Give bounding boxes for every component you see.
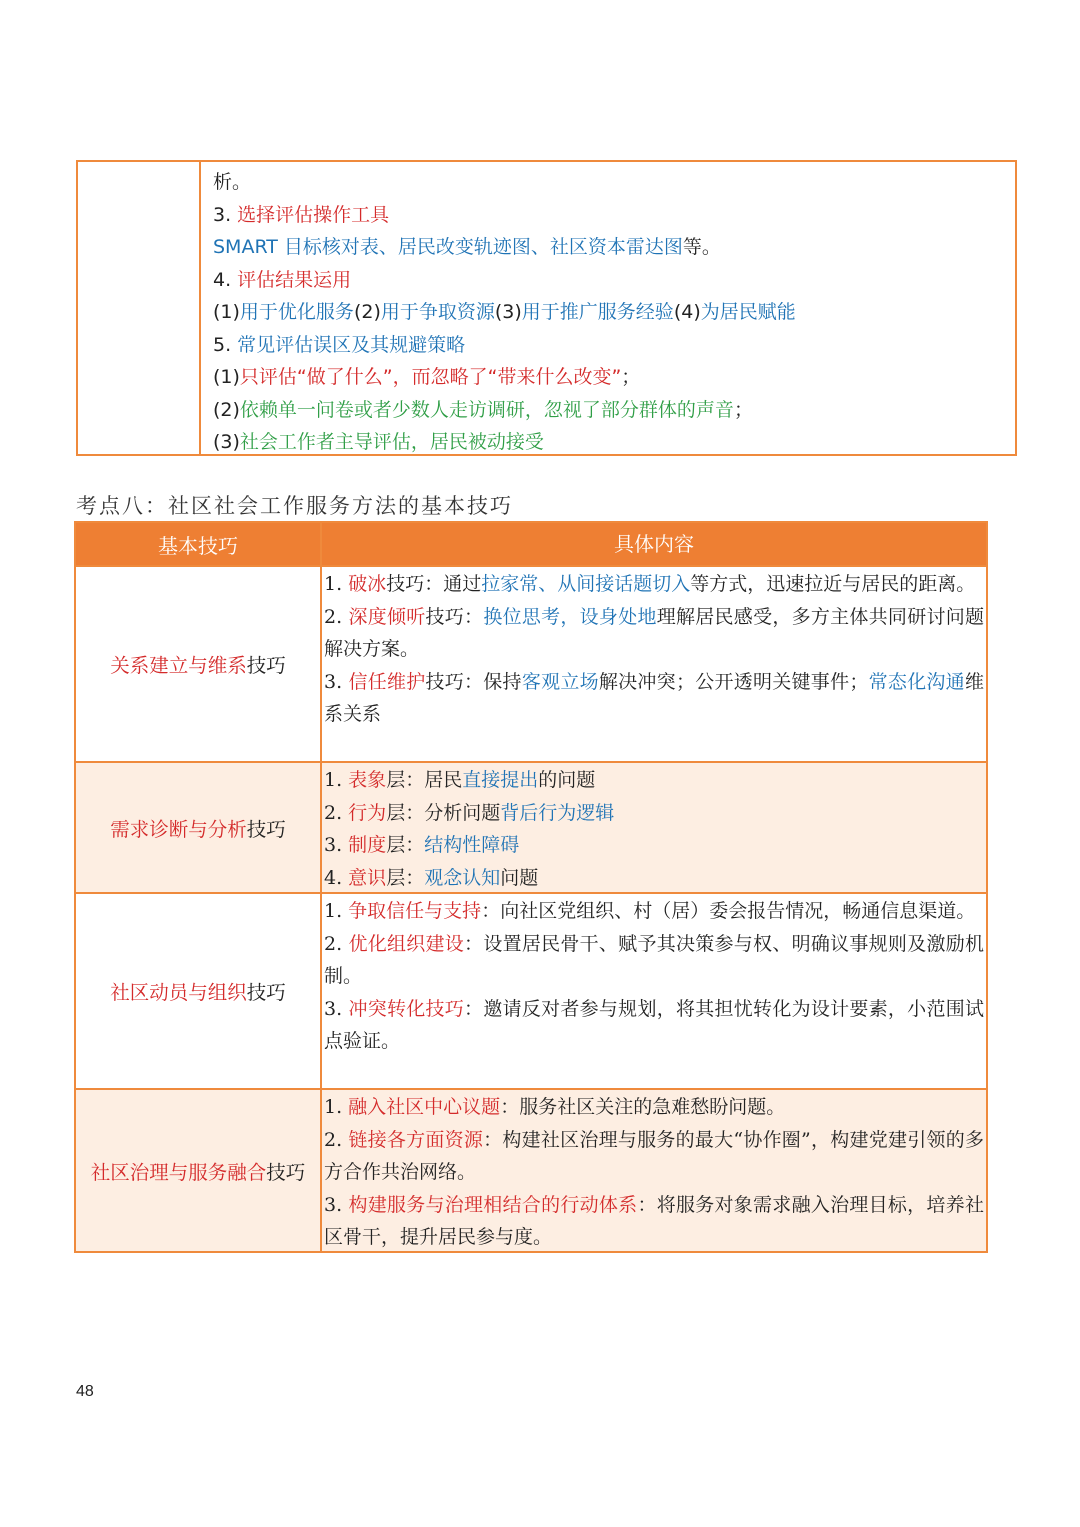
skill-suffix: 技巧 <box>246 817 286 841</box>
text-fragment: 技巧：通过 <box>386 573 482 595</box>
text-fragment: 层： <box>386 834 425 856</box>
item-number: 5. <box>213 333 238 356</box>
item-number: 1. <box>324 900 349 922</box>
content-paragraph <box>324 1189 984 1254</box>
sub-number: (1) <box>213 301 240 323</box>
keyword-blue: 直接提出 <box>462 769 539 791</box>
keyword-red: 表象 <box>348 769 387 791</box>
text-fragment: 层： <box>386 866 425 889</box>
item-number: 3. <box>213 203 238 226</box>
item-number: 1. <box>324 573 349 595</box>
keyword-red: 破冰 <box>348 573 387 595</box>
keyword-red: 融入社区中心议题 <box>348 1096 501 1118</box>
item-number: 3. <box>324 670 349 693</box>
continued-table <box>76 160 1017 456</box>
highlight-text: 用于争取资源 <box>380 301 495 323</box>
skill-content-cell <box>322 763 986 892</box>
sub-number: (3) <box>494 301 522 323</box>
table-row <box>76 892 986 1088</box>
skill-name-cell <box>76 1090 322 1251</box>
content-paragraph <box>324 928 984 993</box>
highlight-text: 用于推广服务经验 <box>521 301 674 323</box>
sub-number: (3) <box>213 431 240 453</box>
keyword-blue: 拉家常、从间接话题切入 <box>481 573 691 595</box>
text-fragment: 技巧： <box>425 605 484 628</box>
keyword-blue: 常态化沟通 <box>868 670 965 693</box>
skill-name: 社区治理与服务融合 <box>90 1160 267 1184</box>
content-paragraph <box>324 829 984 862</box>
content-paragraph <box>324 764 984 797</box>
keyword-red: 制度 <box>348 834 387 856</box>
item-number: 1. <box>324 769 349 791</box>
skill-suffix: 技巧 <box>246 654 286 677</box>
header-col-content: 具体内容 <box>614 531 694 556</box>
content-paragraph <box>324 666 984 731</box>
text-fragment: ； <box>621 366 641 388</box>
item-heading: 常见评估误区及其规避策略 <box>237 333 466 356</box>
highlight-text: 依赖单一问卷或者少数人走访调研，忽视了部分群体的声音 <box>239 398 734 421</box>
content-line <box>213 296 1015 329</box>
keyword-red: 信任维护 <box>348 670 426 693</box>
keyword-red: 争取信任与支持 <box>348 900 482 922</box>
header-col-skill: 基本技巧 <box>76 523 322 565</box>
skill-name-cell <box>76 894 322 1088</box>
text-fragment: 技巧：保持 <box>425 670 522 693</box>
content-line <box>213 394 1015 427</box>
content-line <box>213 199 1015 232</box>
item-number: 4. <box>213 268 238 291</box>
text-fragment: 层：分析问题 <box>386 801 501 824</box>
text-fragment: 析。 <box>213 171 252 193</box>
item-heading: 选择评估操作工具 <box>237 203 390 226</box>
highlight-text: 为居民赋能 <box>700 301 796 323</box>
item-number: 2. <box>324 932 349 955</box>
keyword-blue: 换位思考，设身处地 <box>483 605 657 628</box>
text-fragment: 等。 <box>682 236 721 258</box>
keyword-red: 意识 <box>348 866 387 889</box>
table-row <box>76 761 986 892</box>
content-paragraph <box>324 862 984 895</box>
content-paragraph <box>324 895 984 928</box>
content-paragraph <box>324 993 984 1058</box>
text-fragment: 问题 <box>500 866 539 889</box>
item-number: 3. <box>324 834 349 856</box>
text-fragment: ：服务社区关注的急难愁盼问题。 <box>500 1096 786 1118</box>
text-fragment: ：向社区党组织、村（居）委会报告情况，畅通信息渠道。 <box>481 900 976 922</box>
keyword-blue: 结构性障碍 <box>424 834 520 856</box>
item-number: 3. <box>324 1193 349 1216</box>
section-heading: 考点八：社区社会工作服务方法的基本技巧 <box>76 494 513 518</box>
content-line <box>213 426 1015 459</box>
text-fragment: 理解居民感受，多方主体共同研讨问题解决方案。 <box>324 605 984 660</box>
skill-content-cell <box>322 567 986 761</box>
item-number: 2. <box>324 1128 349 1151</box>
content-paragraph <box>324 601 984 666</box>
text-fragment: ：将服务对象需求融入治理目标，培养社区骨干，提升居民参与度。 <box>324 1193 984 1248</box>
item-number: 1. <box>324 1096 349 1118</box>
skill-suffix: 技巧 <box>266 1160 306 1184</box>
text-fragment: ：邀请反对者参与规划，将其担忧转化为设计要素，小范围试点验证。 <box>324 997 984 1052</box>
keyword-red: 冲突转化技巧 <box>348 997 465 1020</box>
content-line <box>213 231 1015 264</box>
text-fragment: 等方式，迅速拉近与居民的距离。 <box>690 573 976 595</box>
keyword-blue: 客观立场 <box>521 670 599 693</box>
text-fragment: 维系关系 <box>324 670 984 725</box>
item-number: 4. <box>324 866 349 889</box>
sub-number: (4) <box>673 301 701 323</box>
table-row <box>76 565 986 761</box>
sub-number: (1) <box>213 366 240 388</box>
highlight-text: SMART 目标核对表、居民改变轨迹图、社区资本雷达图 <box>213 236 683 258</box>
continued-table-content <box>201 162 1015 454</box>
skill-name-cell <box>76 567 322 761</box>
skill-name-cell <box>76 763 322 892</box>
skills-table <box>74 521 988 1253</box>
skill-content-cell <box>322 1090 986 1251</box>
text-fragment: ：构建社区治理与服务的最大“协作圈”，构建党建引领的多方合作共治网络。 <box>324 1128 984 1183</box>
text-fragment: ：设置居民骨干、赋予其决策参与权、明确议事规则及激励机制。 <box>324 932 984 987</box>
keyword-blue: 背后行为逻辑 <box>500 801 615 824</box>
skill-content-cell <box>322 894 986 1088</box>
text-fragment: 的问题 <box>538 769 596 791</box>
page-number: 48 <box>76 1383 94 1400</box>
content-paragraph <box>324 797 984 830</box>
text-fragment: 解决冲突；公开透明关键事件； <box>598 670 869 693</box>
item-number: 2. <box>324 605 349 628</box>
highlight-text: 用于优化服务 <box>239 301 354 323</box>
table-header-row <box>76 523 986 565</box>
keyword-red: 构建服务与治理相结合的行动体系 <box>348 1193 638 1216</box>
content-paragraph <box>324 568 984 601</box>
keyword-red: 行为 <box>348 801 387 824</box>
keyword-red: 链接各方面资源 <box>348 1128 484 1151</box>
highlight-text: 社会工作者主导评估，居民被动接受 <box>239 431 544 453</box>
keyword-red: 深度倾听 <box>348 605 426 628</box>
skill-name: 需求诊断与分析 <box>110 817 247 841</box>
content-line <box>213 361 1015 394</box>
item-number: 2. <box>324 801 349 824</box>
keyword-red: 优化组织建设 <box>348 932 465 955</box>
table-row <box>76 1088 986 1251</box>
text-fragment: 层：居民 <box>386 769 463 791</box>
text-fragment: ； <box>733 398 753 421</box>
content-line <box>213 264 1015 297</box>
sub-number: (2) <box>353 301 381 323</box>
content-paragraph <box>324 1124 984 1189</box>
continued-table-left-cell <box>78 162 201 454</box>
sub-number: (2) <box>213 398 240 421</box>
skill-name: 关系建立与维系 <box>110 654 247 677</box>
content-line <box>213 166 1015 199</box>
skill-name: 社区动员与组织 <box>110 981 247 1004</box>
item-heading: 评估结果运用 <box>237 268 352 291</box>
content-line <box>213 329 1015 362</box>
skill-suffix: 技巧 <box>246 981 286 1004</box>
keyword-blue: 观念认知 <box>424 866 501 889</box>
highlight-text: 只评估“做了什么”，而忽略了“带来什么改变” <box>239 366 622 388</box>
content-paragraph <box>324 1091 984 1124</box>
item-number: 3. <box>324 997 349 1020</box>
